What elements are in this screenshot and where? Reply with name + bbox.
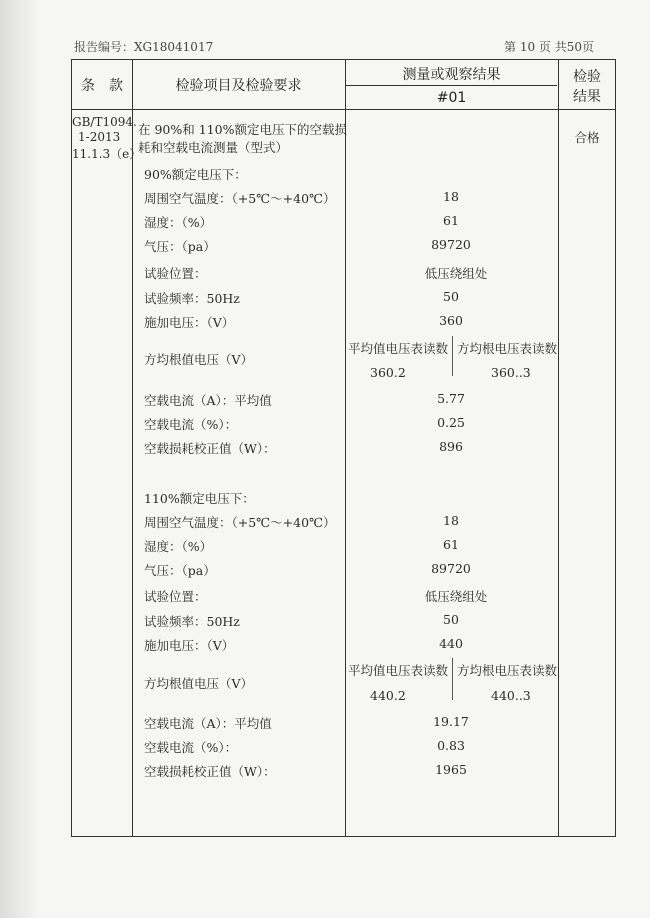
- section90-loss-value: 896: [439, 439, 463, 454]
- test-title-line-1: 在 90%和 110%额定电压下的空载损: [138, 122, 347, 137]
- section110-position-label: 试验位置：: [144, 589, 207, 604]
- header-clause: 条 款: [81, 78, 123, 94]
- header-sample: #01: [436, 90, 467, 106]
- section90-humidity-value: 61: [443, 213, 459, 228]
- section90-voltage-label: 施加电压：（V）: [144, 315, 235, 330]
- section110-current-pct-value: 0.83: [437, 738, 465, 753]
- section90-ambient-value: 18: [443, 189, 459, 204]
- section110-humidity-label: 湿度：（%）: [144, 539, 213, 554]
- section110-freq-label: 试验频率：50Hz: [144, 614, 240, 629]
- section110-heading: 110%额定电压下：: [144, 491, 255, 506]
- section110-meter-separator: [452, 658, 453, 700]
- inspection-table: [71, 59, 616, 837]
- clause-line-2: 1-2013: [78, 130, 121, 144]
- section90-rms-meter-label: 方均根电压表读数: [457, 341, 558, 356]
- section90-rms-meter-value: 360..3: [491, 365, 531, 380]
- col-divider-clause: [132, 60, 133, 836]
- header-result: 测量或观察结果: [402, 67, 501, 83]
- section110-position-value: 低压绕组处: [424, 589, 488, 604]
- section110-loss-label: 空载损耗校正值（W）：: [144, 764, 276, 779]
- verdict-value: 合格: [574, 130, 600, 145]
- section90-current-pct-value: 0.25: [437, 415, 465, 430]
- section90-avg-meter-value: 360.2: [370, 365, 406, 380]
- section110-ambient-label: 周围空气温度：（+5℃～+40℃）: [144, 515, 336, 530]
- section110-loss-value: 1965: [435, 762, 467, 777]
- section90-rms-label: 方均根值电压（V）: [144, 352, 254, 367]
- section110-avg-meter-value: 440.2: [370, 688, 406, 703]
- section90-freq-value: 50: [443, 289, 459, 304]
- header-bottom-line: [72, 109, 615, 110]
- header-items: 检验项目及检验要求: [175, 78, 302, 94]
- test-title-line-2: 耗和空载电流测量（型式）: [138, 140, 289, 155]
- section90-pressure-value: 89720: [431, 237, 471, 252]
- section110-humidity-value: 61: [443, 537, 459, 552]
- section110-rms-meter-label: 方均根电压表读数: [457, 663, 558, 678]
- section90-position-label: 试验位置：: [144, 266, 207, 281]
- section90-freq-label: 试验频率：50Hz: [144, 291, 240, 306]
- section110-voltage-value: 440: [439, 636, 463, 651]
- page-number: 第 10 页 共50页: [504, 40, 594, 54]
- result-subheader-line: [345, 85, 557, 86]
- section90-loss-label: 空载损耗校正值（W）：: [144, 441, 276, 456]
- section110-freq-value: 50: [443, 612, 459, 627]
- section110-pressure-label: 气压：（pa）: [144, 563, 216, 578]
- section90-voltage-value: 360: [439, 313, 463, 328]
- section90-position-value: 低压绕组处: [424, 266, 488, 281]
- section90-pressure-label: 气压：（pa）: [144, 239, 216, 254]
- section110-avg-meter-label: 平均值电压表读数: [348, 663, 449, 678]
- section110-voltage-label: 施加电压：（V）: [144, 638, 235, 653]
- clause-line-3: 11.1.3（e）: [72, 147, 142, 161]
- section110-ambient-value: 18: [443, 513, 459, 528]
- binding-shadow: [0, 0, 40, 918]
- report-number: 报告编号：XG18041017: [74, 40, 214, 54]
- section90-current-a-label: 空载电流（A）：平均值: [144, 393, 272, 408]
- section90-avg-meter-label: 平均值电压表读数: [348, 341, 449, 356]
- header-verdict-line2: 结果: [573, 89, 601, 105]
- section110-current-a-value: 19.17: [433, 714, 469, 729]
- section110-current-pct-label: 空载电流（%）：: [144, 740, 238, 755]
- section110-current-a-label: 空载电流（A）：平均值: [144, 716, 272, 731]
- col-divider-result: [558, 60, 559, 836]
- section110-rms-meter-value: 440..3: [491, 688, 531, 703]
- section90-humidity-label: 湿度：（%）: [144, 215, 213, 230]
- section90-current-a-value: 5.77: [437, 391, 465, 406]
- header-verdict-line1: 检验: [573, 69, 601, 85]
- section110-rms-label: 方均根值电压（V）: [144, 676, 254, 691]
- section90-ambient-label: 周围空气温度：（+5℃～+40℃）: [144, 191, 336, 206]
- col-divider-items: [345, 60, 346, 836]
- section90-current-pct-label: 空载电流（%）：: [144, 417, 238, 432]
- section90-meter-separator: [452, 336, 453, 376]
- section110-pressure-value: 89720: [431, 561, 471, 576]
- section90-heading: 90%额定电压下：: [144, 167, 247, 182]
- clause-line-1: GB/T1094.: [72, 115, 137, 129]
